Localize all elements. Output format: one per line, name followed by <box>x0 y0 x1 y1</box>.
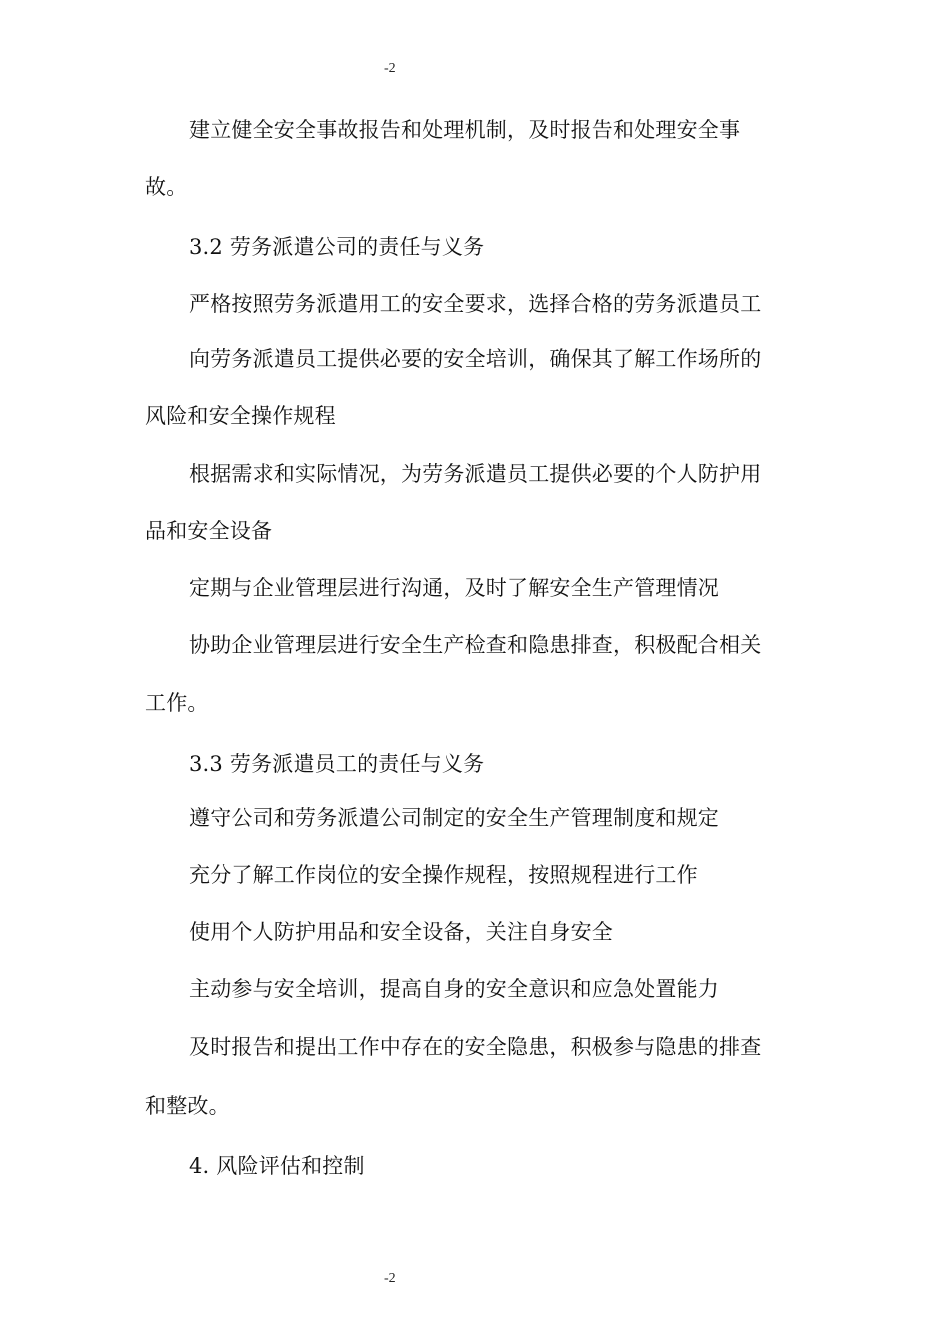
paragraph-line: 故。 <box>145 175 188 199</box>
page-header-number: -2 <box>384 61 396 76</box>
paragraph-line: 定期与企业管理层进行沟通，及时了解安全生产管理情况 <box>189 576 719 600</box>
paragraph-line: 使用个人防护用品和安全设备，关注自身安全 <box>189 920 613 944</box>
paragraph-line: 严格按照劳务派遣用工的安全要求，选择合格的劳务派遣员工 <box>189 292 762 316</box>
paragraph-line: 协助企业管理层进行安全生产检查和隐患排查，积极配合相关 <box>189 633 762 657</box>
paragraph-line: 向劳务派遣员工提供必要的安全培训，确保其了解工作场所的 <box>189 347 762 371</box>
paragraph-line: 及时报告和提出工作中存在的安全隐患，积极参与隐患的排查 <box>189 1035 762 1059</box>
paragraph-line: 和整改。 <box>145 1094 230 1118</box>
section-heading-4: 4. 风险评估和控制 <box>189 1154 365 1178</box>
page-footer-number: -2 <box>384 1271 396 1286</box>
paragraph-line: 充分了解工作岗位的安全操作规程，按照规程进行工作 <box>189 863 698 887</box>
paragraph-line: 工作。 <box>145 691 209 715</box>
paragraph-line: 品和安全设备 <box>145 519 273 543</box>
section-heading-3-2: 3.2 劳务派遣公司的责任与义务 <box>189 235 485 259</box>
section-heading-3-3: 3.3 劳务派遣员工的责任与义务 <box>189 752 485 776</box>
paragraph-line: 风险和安全操作规程 <box>145 404 336 428</box>
paragraph-line: 根据需求和实际情况，为劳务派遣员工提供必要的个人防护用 <box>189 462 762 486</box>
paragraph-line: 主动参与安全培训，提高自身的安全意识和应急处置能力 <box>189 977 719 1001</box>
paragraph-line: 建立健全安全事故报告和处理机制，及时报告和处理安全事 <box>189 118 741 142</box>
paragraph-line: 遵守公司和劳务派遣公司制定的安全生产管理制度和规定 <box>189 806 719 830</box>
